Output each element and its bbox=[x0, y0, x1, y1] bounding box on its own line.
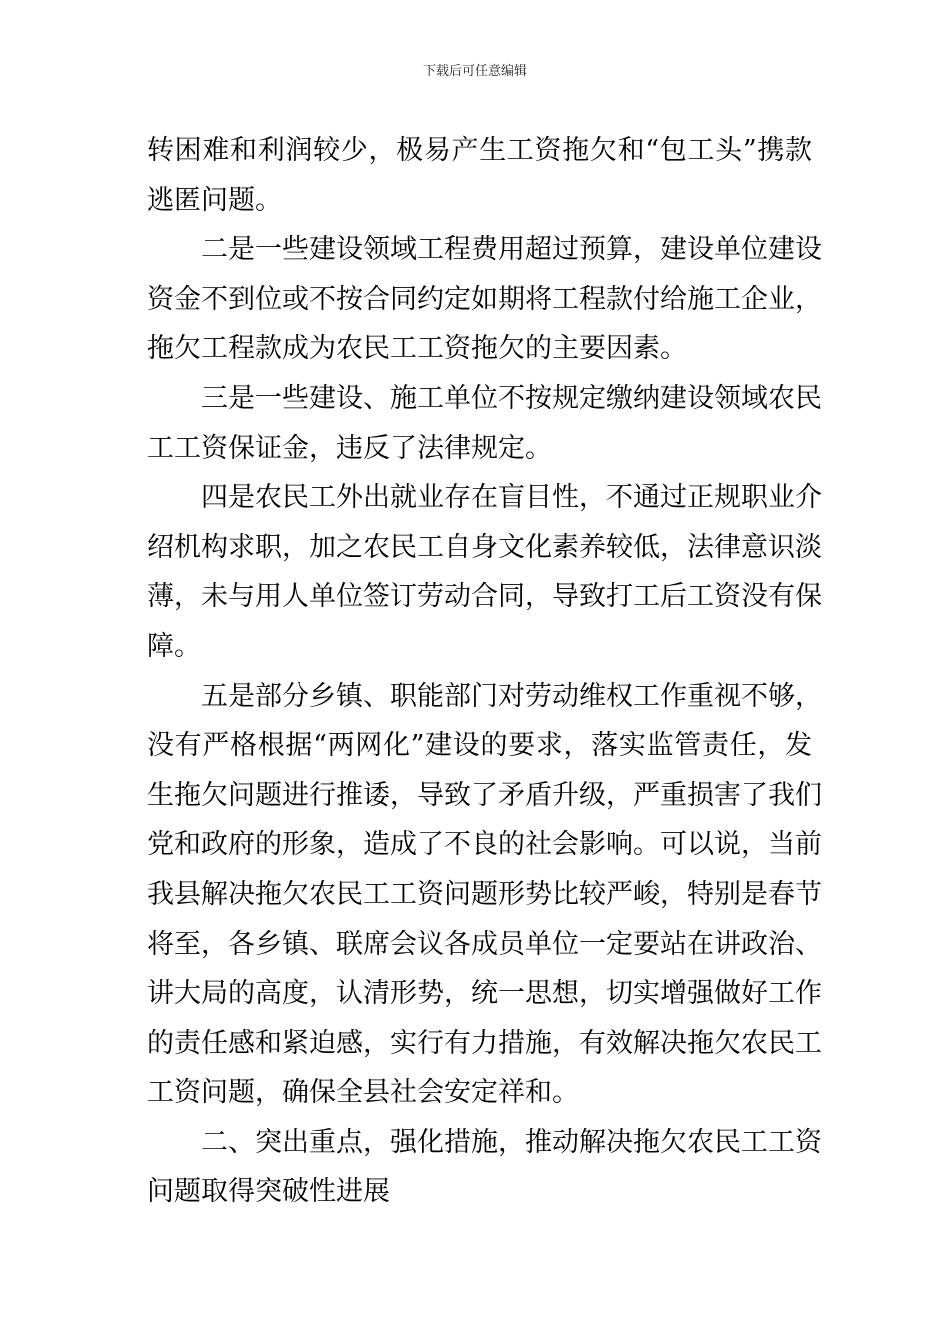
text-line: 没有严格根据“两网化”建设的要求，落实监管责任，发 bbox=[147, 730, 812, 762]
paragraph bbox=[147, 126, 812, 225]
text-line: 薄，未与用人单位签订劳动合同，导致打工后工资没有保 bbox=[147, 581, 822, 613]
text-line: 工资问题，确保全县社会安定祥和。 bbox=[147, 1077, 579, 1109]
document-body bbox=[147, 126, 822, 1217]
text-line: 二是一些建设领域工程费用超过预算，建设单位建设 bbox=[201, 234, 822, 266]
text-line: 党和政府的形象，造成了不良的社会影响。可以说，当前 bbox=[147, 829, 822, 861]
text-line: 二、突出重点，强化措施，推动解决拖欠农民工工资 bbox=[201, 1126, 822, 1158]
text-line: 三是一些建设、施工单位不按规定缴纳建设领域农民 bbox=[201, 382, 822, 414]
text-line: 生拖欠问题进行推诿，导致了矛盾升级，严重损害了我们 bbox=[147, 779, 822, 811]
text-line: 拖欠工程款成为农民工工资拖欠的主要因素。 bbox=[147, 333, 687, 365]
text-line: 的责任感和紧迫感，实行有力措施，有效解决拖欠农民工 bbox=[147, 1027, 822, 1059]
text-line: 将至，各乡镇、联席会议各成员单位一定要站在讲政治、 bbox=[147, 928, 822, 960]
text-line: 资金不到位或不按合同约定如期将工程款付给施工企业， bbox=[147, 283, 822, 315]
text-line: 转困难和利润较少，极易产生工资拖欠和“包工头”携款 bbox=[147, 135, 812, 166]
paragraph bbox=[147, 225, 822, 374]
text-line: 障。 bbox=[147, 630, 201, 662]
text-line: 讲大局的高度，认清形势，统一思想，切实增强做好工作 bbox=[147, 978, 822, 1010]
text-line: 工工资保证金，违反了法律规定。 bbox=[147, 432, 552, 464]
paragraph bbox=[147, 672, 822, 1118]
text-line: 我县解决拖欠农民工工资问题形势比较严峻，特别是春节 bbox=[147, 878, 822, 910]
paragraph bbox=[147, 1118, 822, 1217]
text-line: 五是部分乡镇、职能部门对劳动维权工作重视不够， bbox=[201, 680, 822, 712]
paragraph bbox=[147, 374, 822, 473]
text-line: 问题取得突破性进展 bbox=[147, 1176, 390, 1208]
page-header: 下载后可任意编辑 bbox=[422, 64, 527, 79]
paragraph bbox=[147, 473, 822, 671]
text-line: 逃匿问题。 bbox=[147, 184, 282, 216]
text-line: 绍机构求职，加之农民工自身文化素养较低，法律意识淡 bbox=[147, 531, 822, 563]
text-line: 四是农民工外出就业存在盲目性，不通过正规职业介 bbox=[201, 482, 822, 514]
